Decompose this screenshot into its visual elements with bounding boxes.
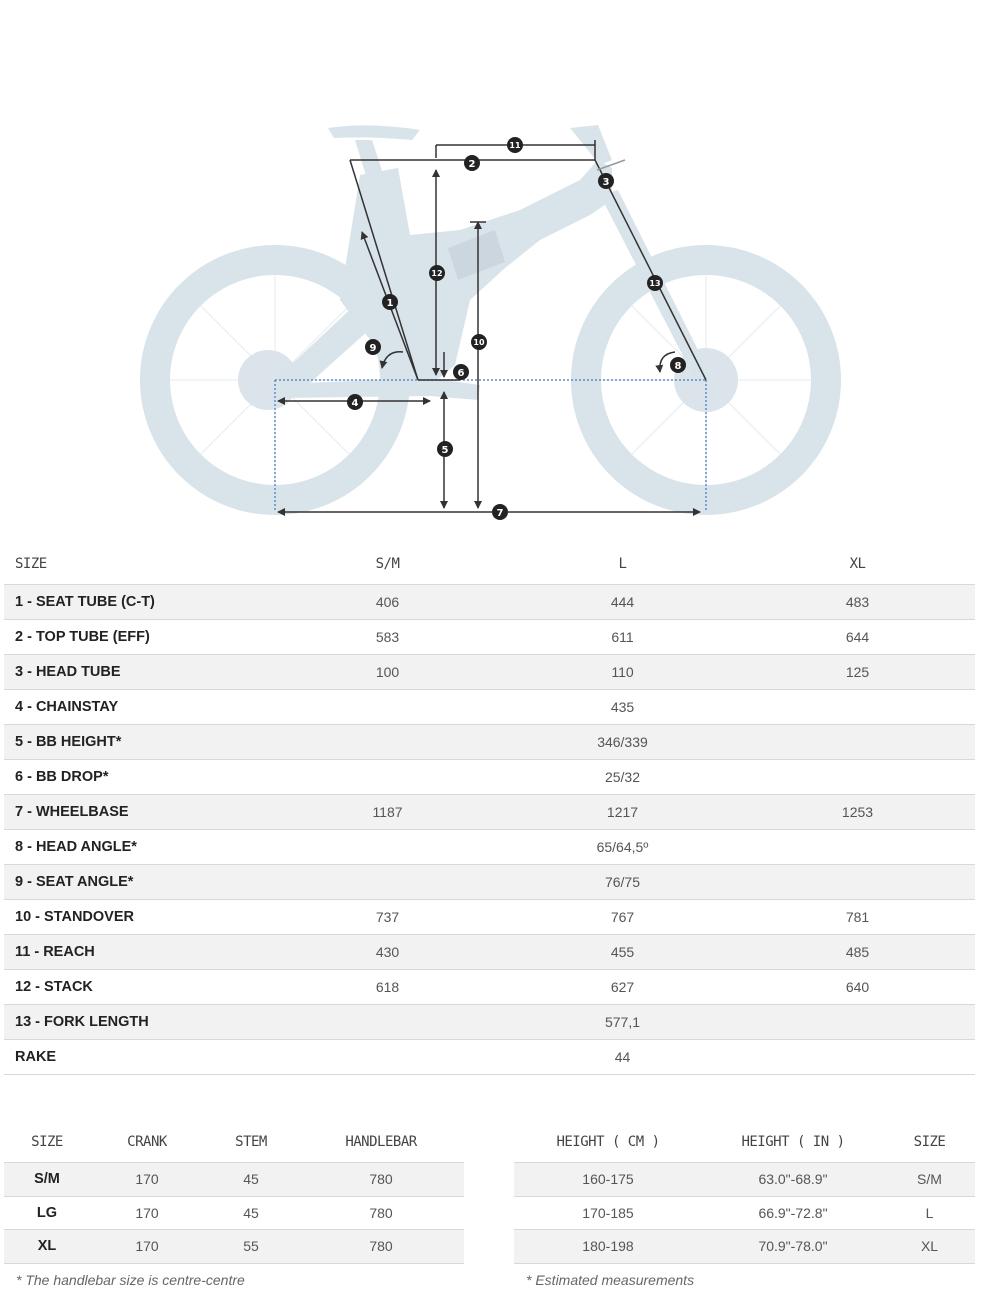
- height-cm-header: HEIGHT ( CM ): [556, 1133, 660, 1150]
- fit-size: XL: [920, 1238, 939, 1255]
- components-row: [4, 1197, 464, 1231]
- measurement-value-all-sizes: 346/339: [597, 734, 648, 750]
- svg-text:10: 10: [473, 338, 485, 347]
- callout-1: [382, 294, 398, 310]
- bike-silhouette: [155, 125, 826, 500]
- callout-4: [347, 394, 363, 410]
- size-sm-header: S/M: [375, 555, 400, 572]
- callout-13: [647, 275, 663, 291]
- fit-table-body: [514, 1163, 975, 1264]
- callout-2: [464, 155, 480, 171]
- measurement-value: 406: [375, 594, 400, 610]
- measurement-value-all-sizes: 65/64,5º: [596, 839, 649, 855]
- fit-row: [514, 1197, 975, 1231]
- measurement-value: 627: [610, 979, 635, 995]
- measurement-label: 11 - REACH: [15, 944, 95, 960]
- measurement-value: 781: [845, 909, 870, 925]
- component-value: 170: [135, 1238, 159, 1255]
- handlebar-note: * The handlebar size is centre-centre: [16, 1272, 245, 1288]
- measurement-value-all-sizes: 76/75: [604, 874, 641, 890]
- measurement-value: 1253: [841, 804, 874, 820]
- fit-size: L: [925, 1204, 934, 1221]
- callout-7: [492, 504, 508, 520]
- saddle: [328, 125, 420, 140]
- callout-9: [365, 339, 381, 355]
- size-xl-header: XL: [849, 555, 866, 572]
- geometry-row: [4, 690, 975, 725]
- geometry-row: [4, 830, 975, 865]
- svg-text:13: 13: [649, 279, 661, 288]
- measurement-value: 737: [375, 909, 400, 925]
- measurement-label: 5 - BB HEIGHT*: [15, 734, 122, 750]
- component-size: LG: [36, 1204, 58, 1221]
- callout-12: [429, 265, 445, 281]
- geometry-row: [4, 620, 975, 655]
- component-value: 780: [369, 1204, 393, 1221]
- measurement-label: 13 - FORK LENGTH: [15, 1014, 149, 1030]
- geometry-table: [4, 543, 975, 1075]
- components-table-body: [4, 1163, 464, 1264]
- components-row: [4, 1230, 464, 1264]
- measurement-label: 8 - HEAD ANGLE*: [15, 839, 137, 855]
- svg-text:5: 5: [441, 445, 449, 456]
- measurement-value: 1187: [372, 804, 403, 820]
- component-value: 55: [243, 1238, 259, 1255]
- bike-geometry-diagram: [0, 0, 987, 540]
- geometry-row: [4, 1040, 975, 1075]
- measurement-value: 618: [375, 979, 400, 995]
- components-table-header: [4, 1121, 464, 1163]
- stem-header: STEM: [235, 1133, 267, 1150]
- component-value: 45: [243, 1171, 259, 1188]
- fit-size: S/M: [917, 1171, 942, 1188]
- measurement-value: 644: [845, 629, 870, 645]
- geometry-row: [4, 935, 975, 970]
- measurement-value-all-sizes: 435: [610, 699, 635, 715]
- measurement-value: 611: [611, 629, 634, 645]
- seatpost: [355, 140, 385, 182]
- rider-fit-table: [514, 1121, 975, 1264]
- measurement-label: 2 - TOP TUBE (EFF): [15, 629, 150, 645]
- measurement-value: 100: [375, 664, 400, 680]
- measurement-value: 125: [845, 664, 870, 680]
- measurement-value: 1217: [606, 804, 639, 820]
- rider-height: 70.9"-78.0": [758, 1238, 828, 1255]
- comp-size-header: SIZE: [31, 1133, 63, 1150]
- svg-text:9: 9: [369, 343, 377, 354]
- measurement-value-all-sizes: 25/32: [604, 769, 641, 785]
- measurement-value: 485: [845, 944, 870, 960]
- fit-size-header: SIZE: [913, 1133, 946, 1150]
- geometry-row: [4, 795, 975, 830]
- measurement-value: 110: [611, 664, 634, 680]
- callout-8: [670, 357, 686, 373]
- measurement-value: 583: [375, 629, 400, 645]
- svg-text:7: 7: [496, 508, 504, 519]
- svg-text:8: 8: [674, 361, 682, 372]
- svg-text:3: 3: [602, 177, 610, 188]
- components-row: [4, 1163, 464, 1197]
- svg-text:4: 4: [351, 398, 359, 409]
- component-value: 170: [135, 1171, 159, 1188]
- components-table: [4, 1121, 464, 1264]
- measurement-label: 4 - CHAINSTAY: [15, 699, 119, 715]
- rider-height: 160-175: [582, 1171, 634, 1188]
- callout-10: [471, 334, 487, 350]
- component-value: 45: [243, 1204, 259, 1221]
- rider-height: 66.9"-72.8": [758, 1204, 828, 1221]
- handlebar-header: HANDLEBAR: [345, 1133, 417, 1150]
- size-l-header: L: [618, 555, 627, 572]
- geometry-table-body: [4, 585, 975, 1075]
- swingarm: [275, 300, 380, 392]
- measurement-label: 1 - SEAT TUBE (C-T): [15, 594, 155, 610]
- geometry-row: [4, 725, 975, 760]
- rider-height: 170-185: [582, 1204, 634, 1221]
- svg-text:11: 11: [509, 141, 521, 150]
- geometry-row: [4, 760, 975, 795]
- svg-text:1: 1: [386, 298, 394, 309]
- height-in-header: HEIGHT ( IN ): [741, 1133, 845, 1150]
- svg-text:6: 6: [457, 368, 465, 379]
- measurement-value: 767: [610, 909, 635, 925]
- measurement-value-all-sizes: 44: [614, 1049, 631, 1065]
- measurement-value: 430: [375, 944, 400, 960]
- geometry-table-header: [4, 543, 975, 585]
- component-value: 170: [135, 1204, 159, 1221]
- callout-11: [507, 137, 523, 153]
- callout-3: [598, 173, 614, 189]
- measurement-label: 12 - STACK: [15, 979, 93, 995]
- measurement-value: 640: [845, 979, 870, 995]
- geometry-row: [4, 655, 975, 690]
- fit-row: [514, 1230, 975, 1264]
- measurement-value-all-sizes: 577,1: [604, 1014, 641, 1030]
- measurement-label: 10 - STANDOVER: [15, 909, 134, 925]
- callout-5: [437, 441, 453, 457]
- component-size: XL: [37, 1238, 57, 1255]
- measurement-value: 455: [610, 944, 635, 960]
- component-size: S/M: [34, 1171, 60, 1188]
- measurement-label: RAKE: [15, 1049, 57, 1065]
- geometry-row: [4, 900, 975, 935]
- callout-6: [453, 364, 469, 380]
- size-header: SIZE: [15, 555, 47, 572]
- measurement-label: 7 - WHEELBASE: [15, 804, 129, 820]
- rider-height: 180-198: [582, 1238, 634, 1255]
- measurement-label: 6 - BB DROP*: [15, 769, 109, 785]
- svg-text:2: 2: [468, 159, 476, 170]
- component-value: 780: [369, 1171, 393, 1188]
- measurement-label: 9 - SEAT ANGLE*: [15, 874, 134, 890]
- geometry-row: [4, 1005, 975, 1040]
- measurement-value: 444: [610, 594, 635, 610]
- fit-table-header: [514, 1121, 975, 1163]
- geometry-row: [4, 970, 975, 1005]
- component-value: 780: [369, 1238, 393, 1255]
- svg-text:12: 12: [431, 269, 443, 278]
- measurement-label: 3 - HEAD TUBE: [15, 664, 121, 680]
- crank-header: CRANK: [127, 1133, 167, 1150]
- fit-row: [514, 1163, 975, 1197]
- estimate-note: * Estimated measurements: [526, 1272, 695, 1288]
- geometry-row: [4, 585, 975, 620]
- measurement-value: 483: [845, 594, 870, 610]
- geometry-row: [4, 865, 975, 900]
- rider-height: 63.0"-68.9": [758, 1171, 828, 1188]
